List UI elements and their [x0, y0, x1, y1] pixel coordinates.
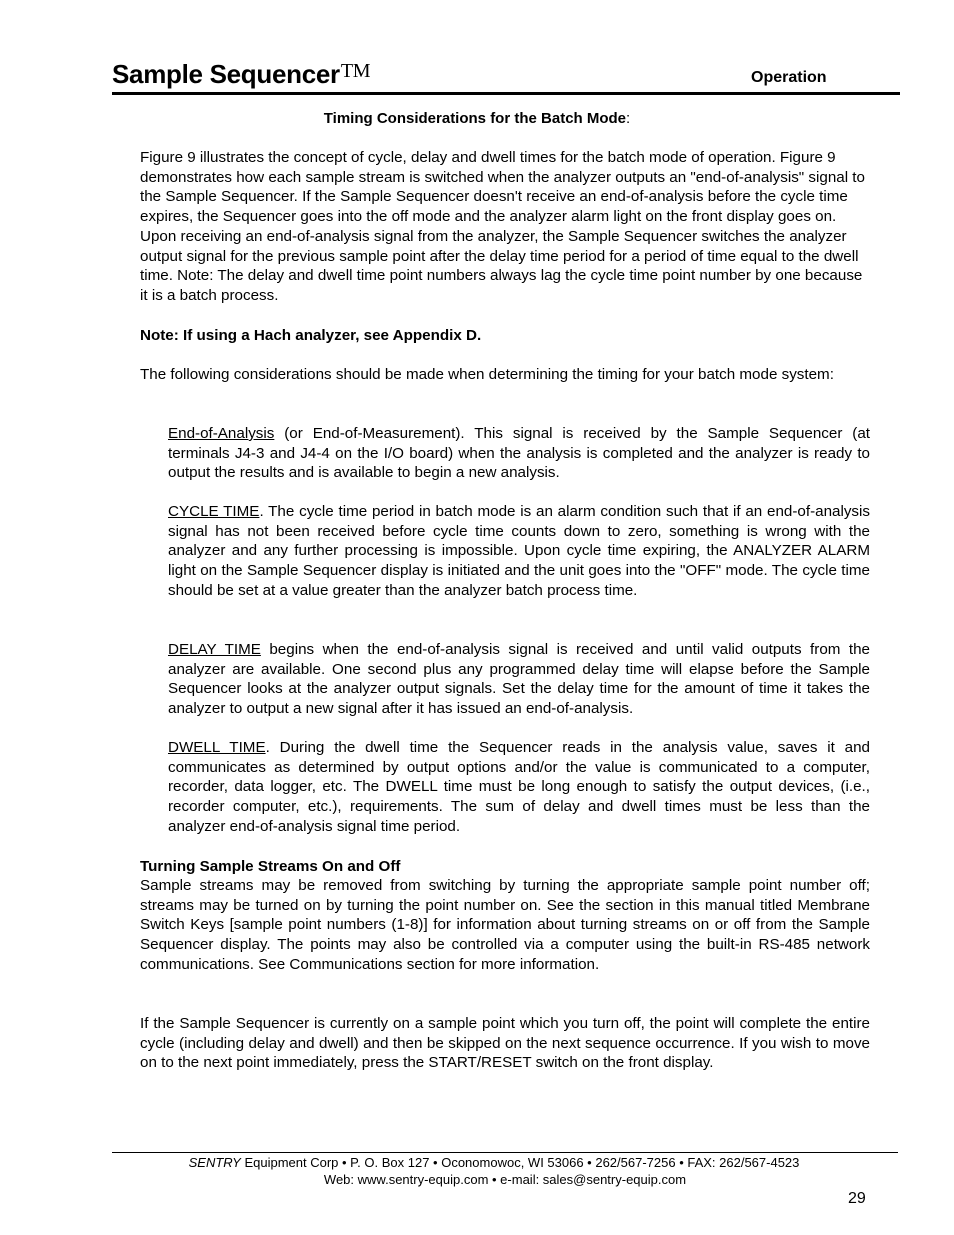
page-header: [112, 58, 900, 95]
term-description: . The cycle time period in batch mode is an alarm condition such that if an end-of-analysis signal has not been received before cycle time counts down to zero, something is wrong with the analyzer and any further processing is impossible. Upon cycle time expiring, the ANALYZER ALARM light on the Sample Sequencer display is initiated and the unit goes into the "OFF" mode. The cycle time should be set at a value greater than the analyzer batch process time.: [168, 503, 870, 599]
document-title: [112, 58, 370, 93]
term-dwell-time: [168, 738, 870, 837]
term-label: CYCLE TIME: [168, 503, 260, 520]
streams-paragraph: Sample streams may be removed from switching by turning the appropriate sample point number off; streams may be turned on by turning the point number on. See the section in this manual titled Membrane Switch Keys [sample point numbers (1-8)] for information about turning streams on or off from the Sample Sequencer display. The points may also be controlled via a computer using the built-in RS-485 network communications. See Communications section for more information.: [140, 877, 870, 973]
trademark-symbol: TM: [340, 60, 371, 82]
footer-address-text: Equipment Corp • P. O. Box 127 • Oconomowoc, WI 53066 • 262/567-7256 • FAX: 262/567-4523: [240, 1155, 800, 1170]
term-description: (or End-of-Measurement). This signal is received by the Sample Sequencer (at terminals J4-3 and J4-4 on the I/O board) when the analysis is completed and the analyzer is ready to output the results and is available to begin a new analysis.: [168, 425, 870, 482]
term-description: begins when the end-of-analysis signal is received and until valid outputs from the analyzer are available. One second plus any programmed delay time will elapse before the Sample Sequencer looks at the analyzer output signals. Set the delay time for the amount of time it takes the analyzer to output a new signal after it has issued an end-of-analysis.: [168, 641, 871, 718]
heading-text: Timing Considerations for the Batch Mode: [323, 110, 627, 127]
page-number: 29: [848, 1190, 866, 1207]
term-label: DELAY TIME: [168, 641, 261, 658]
footer-contact: Web: www.sentry-equip.com • e-mail: sales@sentry-equip.com: [323, 1172, 687, 1187]
footer-brand: SENTRY: [188, 1155, 241, 1170]
section-label: Operation: [751, 69, 827, 86]
section-heading: [0, 109, 954, 129]
term-end-of-analysis: [168, 424, 870, 483]
term-description: . During the dwell time the Sequencer reads in the analysis value, saves it and communicates as determined by output options and/or the value is communicated to a computer, recorder, data logger, etc. The DWELL time must be long enough to satisfy the output devices, (i.e., recorder computer, etc.), requirements. The sum of delay and dwell times must be less than the analyzer end-of-analysis signal time period.: [168, 739, 870, 835]
term-label: End-of-Analysis: [168, 425, 275, 442]
term-cycle-time: [168, 502, 870, 601]
footer-address: [0, 1154, 954, 1171]
considerations-paragraph: The following considerations should be made when determining the timing for your batch mode system:: [140, 366, 834, 383]
hach-note: Note: If using a Hach analyzer, see Appendix D.: [140, 327, 482, 344]
term-delay-time: [168, 640, 870, 719]
term-label: DWELL TIME: [168, 739, 266, 756]
heading-colon: :: [626, 110, 631, 127]
intro-paragraph: Figure 9 illustrates the concept of cycle, delay and dwell times for the batch mode of operation. Figure 9 demonstrates how each sample stream is switched when the analyzer outputs an "end-of-analysis" signal to the Sample Sequencer. If the Sample Sequencer doesn't receive an end-of-analysis before the cycle time expires, the Sequencer goes into the off mode and the analyzer alarm light on the front display goes on. Upon receiving an end-of-analysis signal from the analyzer, the Sample Sequencer switches the analyzer output signal for the previous sample point after the delay time period for a period of time equal to the dwell time. Note: The delay and dwell time point numbers always lag the cycle time point number by one because it is a batch process.: [140, 149, 865, 304]
streams-heading: Turning Sample Streams On and Off: [140, 858, 401, 875]
title-text: Sample Sequencer: [112, 59, 340, 89]
footer-divider: [112, 1152, 898, 1153]
streams-followup-paragraph: If the Sample Sequencer is currently on a sample point which you turn off, the point will complete the entire cycle (including delay and dwell) and then be skipped on the next sequence occurrence. If you wish to move on to the next point immediately, press the START/RESET switch on the front display.: [140, 1015, 870, 1072]
